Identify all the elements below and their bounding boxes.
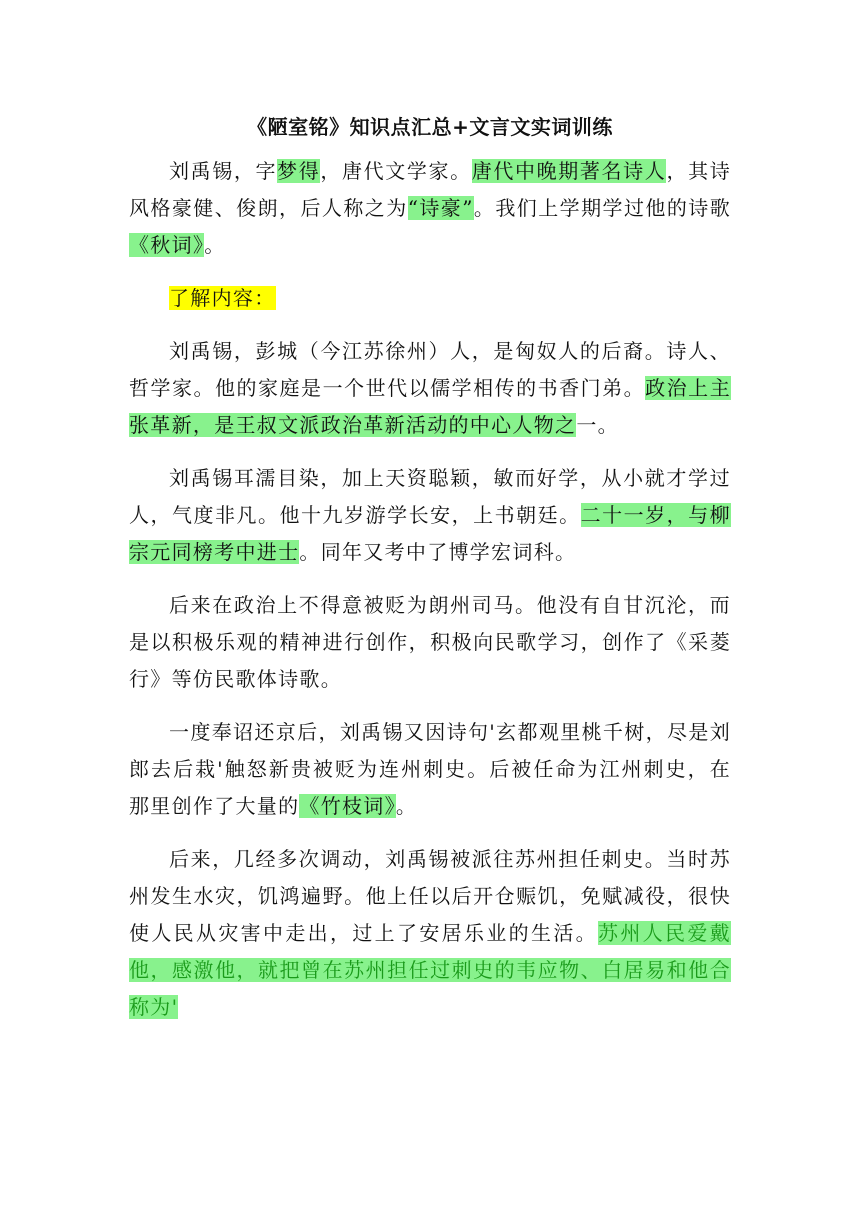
document-body xyxy=(129,153,731,1026)
highlight-poet-hero: “诗豪” xyxy=(407,196,474,220)
highlight-jinshi: 二十一岁，与柳宗元同榜考中进士 xyxy=(129,503,731,564)
intro-text-4: 。我们上学期学过他的诗歌 xyxy=(473,196,731,220)
p4-text-2: 。 xyxy=(395,794,418,818)
paragraph-youth xyxy=(129,460,731,571)
p3-text-1: 后来在政治上不得意被贬为朗州司马。他没有自甘沉沦，而是以积极乐观的精神进行创作，积极向民歌学习，创作了《采菱行》等仿民歌体诗歌。 xyxy=(129,593,731,691)
intro-text-1: 刘禹锡，字 xyxy=(169,159,278,183)
intro-text-3: ，其诗风格豪健、俊朗，后人称之为 xyxy=(129,159,732,220)
section-label-paragraph xyxy=(129,280,731,317)
highlight-bamboo-branch-songs: 《竹枝词》 xyxy=(299,794,396,818)
highlight-courtesy-name: 梦得 xyxy=(277,159,321,183)
intro-text-5: 。 xyxy=(204,233,226,257)
paragraph-origin xyxy=(129,333,731,444)
p2-text-1: 刘禹锡耳濡目染，加上天资聪颖，敏而好学，从小就才学过人，气度非凡。他十九岁游学长安，上书朝廷。 xyxy=(129,466,731,527)
highlight-famous-poet: 唐代中晚期著名诗人 xyxy=(471,159,667,183)
paragraph-lianzhou xyxy=(129,714,731,825)
document-title: 《陋室铭》知识点汇总+文言文实词训练 xyxy=(247,115,613,139)
paragraph-suzhou xyxy=(129,841,731,1026)
intro-text-2: ，唐代文学家。 xyxy=(320,159,472,183)
p2-text-2: 。同年又考中了博学宏词科。 xyxy=(299,540,577,564)
p1-text-2: 一。 xyxy=(576,413,619,437)
intro-paragraph xyxy=(129,153,731,264)
p4-text-1: 一度奉诏还京后，刘禹锡又因诗句'玄都观里桃千树，尽是刘郎去后栽'触怒新贵被贬为连州刺史。后被任命为江州刺史，在那里创作了大量的 xyxy=(129,720,731,818)
highlight-political-reform: 政治上主张革新，是王叔文派政治革新活动的中心人物之 xyxy=(129,376,731,437)
p1-text-1: 刘禹锡，彭城（今江苏徐州）人，是匈奴人的后裔。诗人、哲学家。他的家庭是一个世代以儒学相传的书香门弟。 xyxy=(129,339,731,400)
p5-text-1: 后来，几经多次调动，刘禹锡被派往苏州担任刺史。当时苏州发生水灾，饥鸿遍野。他上任以后开仓赈饥，免赋减役，很快使人民从灾害中走出，过上了安居乐业的生活。 xyxy=(129,847,731,945)
section-label: 了解内容： xyxy=(169,286,276,310)
highlight-suzhou-people: 苏州人民爱戴他，感激他，就把曾在苏州担任过刺史的韦应物、白居易和他合称为' xyxy=(129,921,731,1019)
highlight-autumn-poem: 《秋词》 xyxy=(129,233,205,257)
paragraph-langzhou xyxy=(129,587,731,698)
